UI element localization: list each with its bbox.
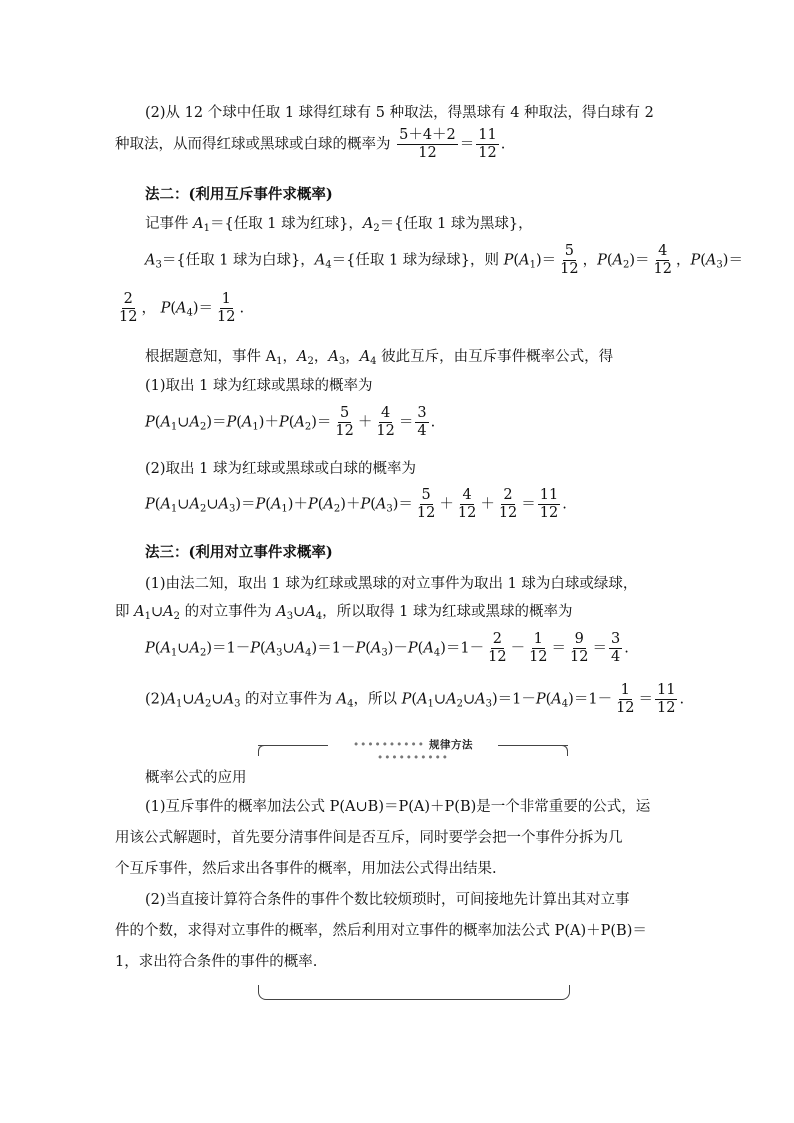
text-line: (2)当直接计算符合条件的事件个数比较烦琐时，可间接地先计算出其对立事 <box>145 892 630 908</box>
method-box-title: •••••••••• 规律方法 •••••••••• <box>328 737 498 764</box>
text-line: (2)取出 1 球为红球或黑球或白球的概率为 <box>145 461 416 477</box>
text: 种取法，从而得红球或黑球或白球的概率为 <box>115 136 391 153</box>
formula-line: $A_3=${任取 1 球为白球}，$A_4=${任取 1 球为绿球}，则 $P(A_1)=$ $\frac{5}{12}$ ，$P(A_2)=$ $\frac{4}{12}$ ，$P(A_3)=$ <box>145 243 743 278</box>
formula-line: $(2)A_1\cup A_2\cup A_3$ 的对立事件为 $A_4$，所以 $P(A_1\cup A_2\cup A_3)=1-P(A_4)=1-$ $\frac{1}{12}$ ＝ $\frac{11}{12}$ . <box>145 682 685 717</box>
text-line: (2)从 12 个球中任取 1 球得红球有 5 种取法，得黑球有 4 种取法，得白球有 2 <box>145 105 654 121</box>
text-line: (1)由法二知，取出 1 球为红球或黑球的对立事件为取出 1 球为白球或绿球， <box>145 576 638 592</box>
text-line: 个互斥事件，然后求出各事件的概率，用加法公式得出结果. <box>115 861 497 877</box>
formula-line: $P(A_1\cup A_2)=1-P(A_3\cup A_4)=1-P(A_3)-P(A_4)=1-$ $\frac{2}{12}$ － $\frac{1}{12}$ ＝ $\frac{9}{12}$ ＝ $\frac{3}{4}$ . <box>145 631 629 666</box>
fraction: $\frac{5+4+2}{12}$ <box>399 127 456 162</box>
section-heading: 法三：(利用对立事件求概率) <box>145 544 333 561</box>
section-heading: 法二：(利用互斥事件求概率) <box>145 186 333 203</box>
text-line: 即 $A_1\cup A_2$ 的对立事件为 $A_3\cup A_4$，所以取得 1 球为红球或黑球的概率为 <box>115 604 573 622</box>
text-line: 记事件 $A_1=${任取 1 球为红球}，$A_2=${任取 1 球为黑球}， <box>145 216 533 234</box>
text-line: (1)取出 1 球为红球或黑球的概率为 <box>145 378 373 394</box>
text-line: 用该公式解题时，首先要分清事件间是否互斥，同时要学会把一个事件分拆为几 <box>115 830 623 846</box>
method-box-header <box>258 739 568 764</box>
formula-line: $\frac{2}{12}$ ， $P(A_4)=$ $\frac{1}{12}$ . <box>119 291 245 326</box>
fraction: $\frac{11}{12}$ <box>478 127 497 162</box>
formula-line: 种取法，从而得红球或黑球或白球的概率为 $\frac{5+4+2}{12}$ ＝ $\frac{11}{12}$ . <box>115 127 506 162</box>
method-box-footer <box>258 985 570 1000</box>
text-line: 1，求出符合条件的事件的概率. <box>115 954 318 970</box>
text-line: 根据题意知，事件 $A_1$，$A_2$，$A_3$，$A_4$ 彼此互斥，由互斥事件概率公式，得 <box>145 349 614 367</box>
formula-line: $P(A_1\cup A_2)=P(A_1)+P(A_2)=$ $\frac{5}{12}$ ＋ $\frac{4}{12}$ ＝ $\frac{3}{4}$ . <box>145 405 436 440</box>
text-line: (1)互斥事件的概率加法公式 P(A∪B)＝P(A)＋P(B)是一个非常重要的公式，运 <box>145 799 651 815</box>
text-line: 件的个数，求得对立事件的概率，然后利用对立事件的概率加法公式 P(A)＋P(B)＝ <box>115 923 647 939</box>
text-line: 概率公式的应用 <box>145 770 247 786</box>
formula-line: $P(A_1\cup A_2\cup A_3)=P(A_1)+P(A_2)+P(A_3)=$ $\frac{5}{12}$ ＋ $\frac{4}{12}$ ＋ $\frac{2}{12}$ ＝ $\frac{11}{12}$ . <box>145 487 567 522</box>
